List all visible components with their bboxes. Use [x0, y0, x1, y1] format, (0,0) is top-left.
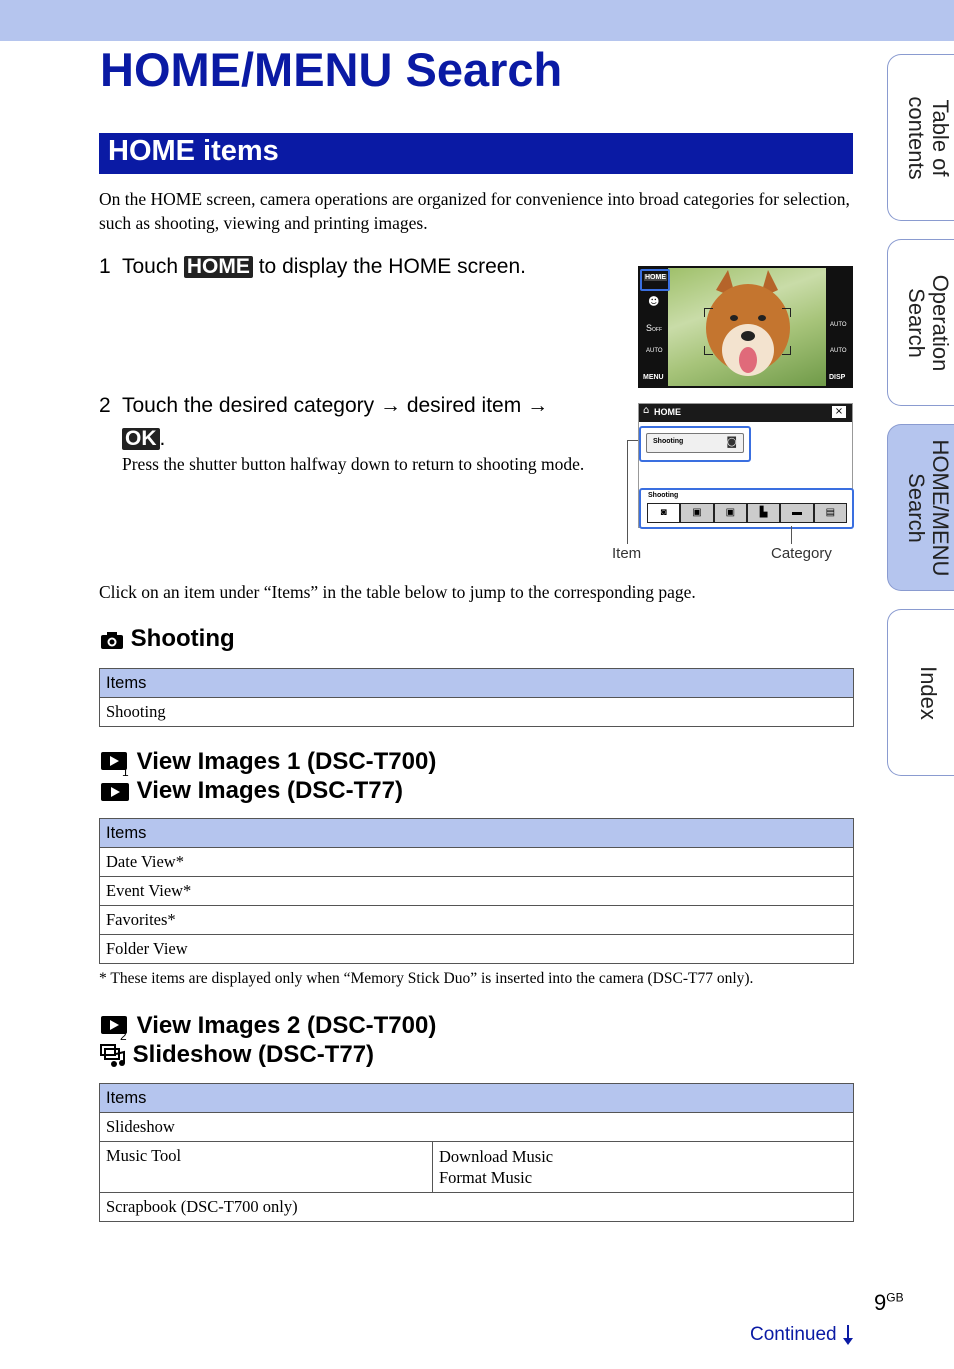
- callout-category-label: Category: [771, 545, 832, 562]
- item-link[interactable]: Music Tool: [100, 1142, 433, 1193]
- tab-table-of-contents[interactable]: Table of contents: [887, 54, 954, 221]
- view2-table: [99, 1083, 854, 1222]
- category-memory-icon[interactable]: ▬: [781, 504, 812, 522]
- svg-text:2: 2: [120, 1028, 127, 1040]
- table-row[interactable]: [100, 848, 854, 877]
- category-shooting-icon[interactable]: ◙: [648, 504, 679, 522]
- intro-text: On the HOME screen, camera operations are organized for convenience into broad categories for selection, such as shooting, viewing and printing images.: [99, 189, 850, 233]
- camera-icon: [100, 630, 124, 650]
- page-title: HOME/MENU Search: [100, 43, 563, 96]
- disp-button[interactable]: DISP: [829, 374, 846, 381]
- slideshow-icon: [100, 1044, 126, 1068]
- table-header-row: [100, 819, 854, 848]
- step-number: 2: [99, 394, 111, 417]
- table-row[interactable]: [100, 877, 854, 906]
- flash-auto-icon[interactable]: AUTO: [830, 322, 847, 328]
- home-screen-header: ⌂ HOME ×: [639, 404, 852, 422]
- smile-off-icon[interactable]: SOFF: [646, 323, 663, 333]
- item-link[interactable]: Shooting: [100, 698, 854, 727]
- item-link[interactable]: Format Music: [439, 1168, 533, 1187]
- home-screen-image: [638, 403, 853, 528]
- macro-auto-icon[interactable]: AUTO: [830, 348, 847, 354]
- arrow-down-icon: [842, 1324, 854, 1346]
- view-t77-heading: View Images (DSC-T77): [100, 777, 403, 805]
- view-images-1-icon: [100, 750, 130, 776]
- table-row[interactable]: [100, 1113, 854, 1142]
- dog-illustration: [668, 268, 826, 386]
- table-row[interactable]: [100, 1142, 854, 1193]
- step-number: 1: [99, 255, 111, 278]
- menu-button[interactable]: MENU: [643, 374, 664, 381]
- table-header: Items: [100, 1084, 854, 1113]
- home-small-icon: ⌂: [643, 405, 650, 416]
- item-link[interactable]: Folder View: [100, 935, 854, 964]
- view-images-icon: [100, 781, 130, 803]
- slideshow-heading: Slideshow (DSC-T77): [100, 1041, 374, 1069]
- home-key-icon: HOME: [184, 256, 253, 278]
- table-row[interactable]: [100, 1193, 854, 1222]
- tab-home-menu-search[interactable]: HOME/MENU Search: [887, 424, 954, 591]
- arrow-icon: →: [379, 394, 401, 417]
- table-header-row: [100, 1084, 854, 1113]
- shooting-heading: Shooting: [100, 625, 235, 653]
- view-images-2-icon: [100, 1014, 130, 1040]
- step-text: desired item: [406, 394, 522, 417]
- table-header: Items: [100, 819, 854, 848]
- section-header: [99, 133, 853, 174]
- callout-item-label: Item: [612, 545, 642, 562]
- top-banner: [0, 0, 954, 41]
- dog-photo: [668, 268, 826, 386]
- table-header: Items: [100, 669, 854, 698]
- view1-heading: 1 View Images 1 (DSC-T700): [100, 748, 436, 776]
- step-text: Touch the desired category: [121, 394, 375, 417]
- step-1: [99, 255, 526, 279]
- step-2-ok: OK .: [122, 427, 165, 451]
- item-link[interactable]: Event View*: [100, 877, 854, 906]
- table-row[interactable]: [100, 906, 854, 935]
- arrow-icon: →: [527, 394, 549, 417]
- step-text: Touch: [121, 255, 179, 278]
- item-link[interactable]: Scrapbook (DSC-T700 only): [100, 1193, 854, 1222]
- camera-icon: ◙: [726, 435, 737, 448]
- category-view1-icon[interactable]: ▣: [681, 504, 712, 522]
- view1-table: [99, 818, 854, 964]
- footnote: * These items are displayed only when “Memory Stick Duo” is inserted into the camera (DSC-T77 only).: [99, 970, 754, 987]
- continued-link[interactable]: Continued: [750, 1324, 854, 1346]
- callout-line-category: [791, 526, 792, 544]
- ok-key-icon: OK: [122, 428, 160, 450]
- page-number: $9^{GB}$: [874, 1290, 904, 1315]
- step-2: [99, 394, 548, 418]
- camera-screen-image: [638, 266, 853, 388]
- sub-items: [433, 1142, 854, 1193]
- click-note: Click on an item under “Items” in the table below to jump to the corresponding page.: [99, 582, 696, 602]
- category-bar[interactable]: Shooting ◙ ▣ ▣ ▙ ▬ ▤: [639, 488, 854, 529]
- home-button[interactable]: HOME: [640, 269, 670, 291]
- close-icon[interactable]: ×: [832, 406, 846, 418]
- table-row[interactable]: [100, 935, 854, 964]
- table-header-row: [100, 669, 854, 698]
- callout-line-item-v: [627, 440, 628, 544]
- svg-text:1: 1: [122, 764, 129, 776]
- category-view2-icon[interactable]: ▣: [715, 504, 746, 522]
- step-2-note: Press the shutter button halfway down to return to shooting mode.: [122, 454, 585, 474]
- shooting-table: [99, 668, 854, 727]
- item-link[interactable]: Download Music: [439, 1147, 554, 1166]
- tab-index[interactable]: Index: [887, 609, 954, 776]
- item-link[interactable]: Favorites*: [100, 906, 854, 935]
- view2-heading: 2 View Images 2 (DSC-T700): [100, 1012, 436, 1040]
- item-link[interactable]: Slideshow: [100, 1113, 854, 1142]
- section-title: HOME items: [108, 135, 279, 167]
- tab-operation-search[interactable]: Operation Search: [887, 239, 954, 406]
- item-link[interactable]: Date View*: [100, 848, 854, 877]
- table-row[interactable]: [100, 698, 854, 727]
- item-highlight[interactable]: Shooting ◙: [639, 426, 751, 462]
- callout-line-item: [627, 440, 638, 441]
- category-print-icon[interactable]: ▙: [748, 504, 779, 522]
- step-text: to display the HOME screen.: [258, 255, 526, 278]
- auto-icon[interactable]: AUTO: [646, 348, 663, 354]
- category-settings-icon[interactable]: ▤: [815, 504, 846, 522]
- face-icon[interactable]: ☻: [648, 295, 660, 308]
